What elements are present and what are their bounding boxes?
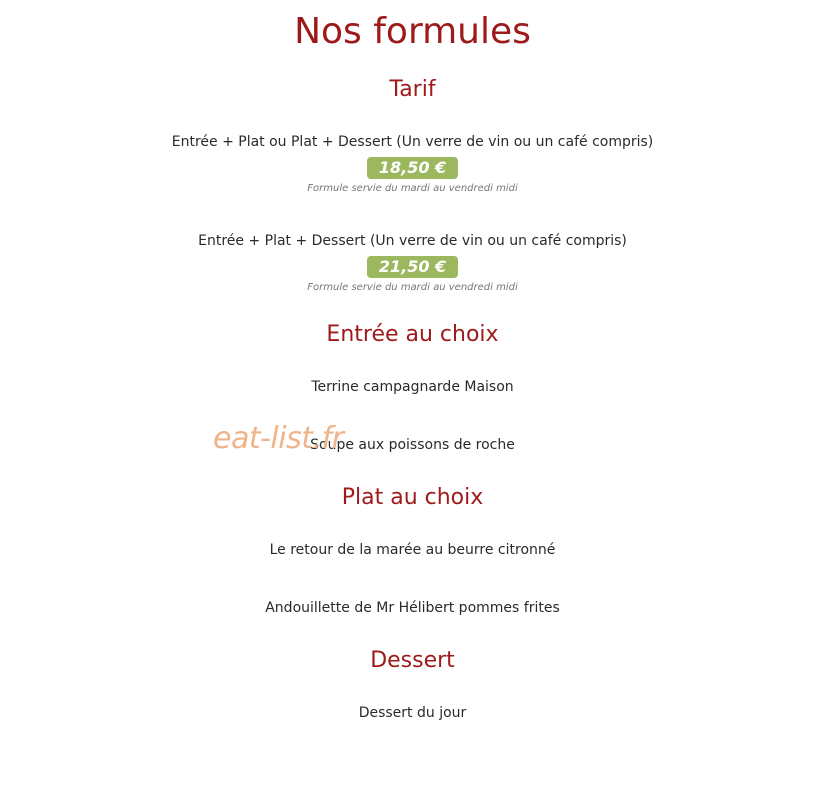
formula-2-price-badge: 21,50 € — [367, 256, 458, 278]
formula-1-label: Entrée + Plat ou Plat + Dessert (Un verre de vin ou un café compris) — [171, 134, 654, 150]
formula-1-price-wrap — [0, 157, 825, 179]
page-title: Nos formules — [294, 11, 531, 52]
plat-heading: Plat au choix — [341, 485, 484, 510]
plat-item-1: Le retour de la marée au beurre citronné — [269, 542, 556, 558]
dessert-item-1: Dessert du jour — [358, 705, 467, 721]
entree-heading: Entrée au choix — [326, 322, 499, 347]
formula-1-note: Formule servie du mardi au vendredi midi — [307, 183, 518, 194]
formula-2-label: Entrée + Plat + Dessert (Un verre de vin ou un café compris) — [198, 233, 627, 249]
entree-item-2: Soupe aux poissons de roche — [310, 437, 515, 453]
dessert-heading: Dessert — [370, 648, 455, 673]
formula-2-price-wrap — [0, 256, 825, 278]
formula-1-price-badge: 18,50 € — [367, 157, 458, 179]
formula-2-note: Formule servie du mardi au vendredi midi — [307, 282, 518, 293]
watermark-logo: eat-list.fr — [213, 421, 344, 456]
plat-item-2: Andouillette de Mr Hélibert pommes frites — [265, 600, 560, 616]
tarif-heading: Tarif — [389, 77, 436, 102]
entree-item-1: Terrine campagnarde Maison — [311, 379, 514, 395]
